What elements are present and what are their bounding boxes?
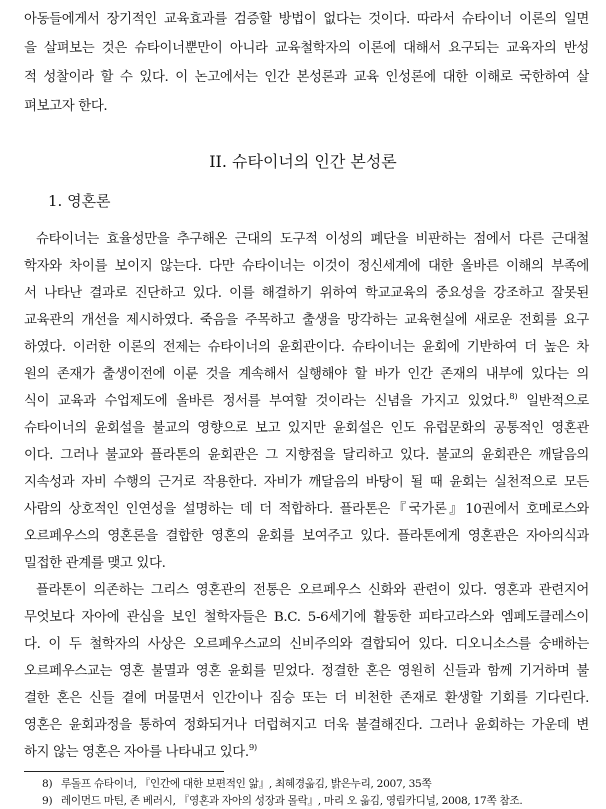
footnote-8-text: 루돌프 슈타이너, 『인간에 대한 보편적인 앎』, 최혜경옮김, 밝은누리, 2007, 35쪽: [61, 778, 432, 790]
body-line-12: 오르페우스의 영혼론을 결합한 영혼의 윤회를 보여주고 있다. 플라톤에게 영혼관은 자아의식과: [24, 529, 589, 544]
body-line-18: 결한 혼은 신들 곁에 머물면서 인간이나 짐승 또는 더 비천한 존재로 환생할 기회를 기다린다.: [24, 691, 589, 706]
footnote-9-text: 레이먼드 마틴, 존 베러시, 『영혼과 자아의 성장과 몰락』, 마리 오 옮김, 영림카디널, 2008, 17쪽 참조.: [61, 795, 523, 807]
body-line-7: [24, 393, 589, 411]
body-line-3: 서 나타난 결과로 진단하고 있다. 이를 해결하기 위하여 학교교육의 중요성을 강조하고 잘못된: [24, 286, 589, 301]
footnote-9-number: 9): [42, 795, 53, 807]
body-line-19: 영혼은 윤회과정을 통하여 정화되거나 더럽혀지고 더욱 불결해진다. 그러나 윤회하는 가운데 변: [24, 718, 589, 733]
body-line-1: 슈타이너는 효율성만을 추구해온 근대의 도구적 이성의 폐단을 비판하는 점에서 다른 근대철: [36, 232, 589, 247]
intro-line-1: 아동들에게서 장기적인 교육효과를 검증할 방법이 없다는 것이다. 따라서 슈타이너 이론의 일면: [24, 12, 589, 27]
footnote-divider: [24, 771, 224, 772]
intro-line-3: 적 성찰이라 할 수 있다. 이 논고에서는 인간 본성론과 교육 인성론에 대한 이해로 국한하여 살: [24, 70, 589, 85]
body-line-9: 이다. 그러나 불교와 플라톤의 윤회관은 그 지향점을 달리하고 있다. 불교의 윤회관은 깨달음의: [24, 448, 589, 463]
body-line-16: 다. 이 두 철학자의 사상은 오르페우스교의 신비주의와 결합되어 있다. 디오니소스를 숭배하는: [24, 637, 589, 652]
footnote-9: [42, 794, 592, 808]
body-line-11: 사람의 상호적인 인연성을 설명하는 데 더 적합하다. 플라톤은『국가론』10권에서 호메로스와: [24, 502, 589, 517]
intro-line-4: 펴보고자 한다.: [24, 99, 108, 114]
footnote-8-number: 8): [42, 778, 53, 790]
body-line-15: 무엇보다 자아에 관심을 보인 철학자들은 B.C. 5-6세기에 활동한 피타고라스와 엠페도클레스이: [24, 610, 589, 625]
body-line-6: 원의 존재가 출생이전에 이룬 것을 계속해서 실행해야 할 바가 인간 존재의 내부에 있다는 의: [24, 367, 589, 382]
body-line-14: 플라톤이 의존하는 그리스 영혼관의 전통은 오르페우스 신화와 관련이 있다. 영혼과 관련지어: [36, 583, 589, 598]
body-line-5: 하였다. 이러한 이론의 전제는 슈타이너의 윤회관이다. 슈타이너는 윤회에 기반하여 더 높은 차: [24, 340, 589, 355]
body-line-2: 학자와 차이를 보이지 않는다. 다만 슈타이너는 이것이 정신세계에 대한 올바른 이해의 부족에: [24, 259, 589, 274]
body-line-4: 교육관의 개선을 제시하였다. 죽음을 주목하고 출생을 망각하는 교육현실에 새로운 전회를 요구: [24, 313, 589, 328]
section-title: II. 슈타이너의 인간 본성론: [209, 152, 397, 171]
body-line-8: 슈타이너의 윤회설을 불교의 영향으로 보고 있지만 윤회설은 인도 유럽문화의 공통적인 영혼관: [24, 421, 589, 436]
body-line-7-text: 식이 교육과 수업제도에 올바른 정서를 부여할 것이라는 신념을 가지고 있었다.: [24, 394, 510, 409]
subsection-heading: 1. 영혼론: [48, 192, 111, 210]
footnote-ref-8[interactable]: 8): [509, 393, 518, 402]
body-line-10: 지속성과 자비 수행의 근거로 작용한다. 자비가 깨달음의 바탕이 될 때 윤회는 실천적으로 모든: [24, 475, 589, 490]
body-line-20-text: 하지 않는 영혼은 자아를 나타내고 있다.: [24, 745, 249, 760]
body-line-7-tail: 일반적으로: [517, 394, 589, 409]
body-line-17: 오르페우스교는 영혼 불멸과 영혼 윤회를 믿었다. 정결한 혼은 영원히 신들과 함께 기거하며 불: [24, 664, 589, 679]
intro-line-2: 을 살펴보는 것은 슈타이너뿐만이 아니라 교육철학자의 이론에 대해서 요구되는 교육자의 반성: [24, 41, 589, 56]
footnote-8: [42, 777, 592, 791]
body-line-20: [24, 744, 589, 762]
body-line-13: 밀접한 관계를 맺고 있다.: [24, 556, 166, 571]
footnote-ref-9[interactable]: 9): [248, 744, 257, 753]
